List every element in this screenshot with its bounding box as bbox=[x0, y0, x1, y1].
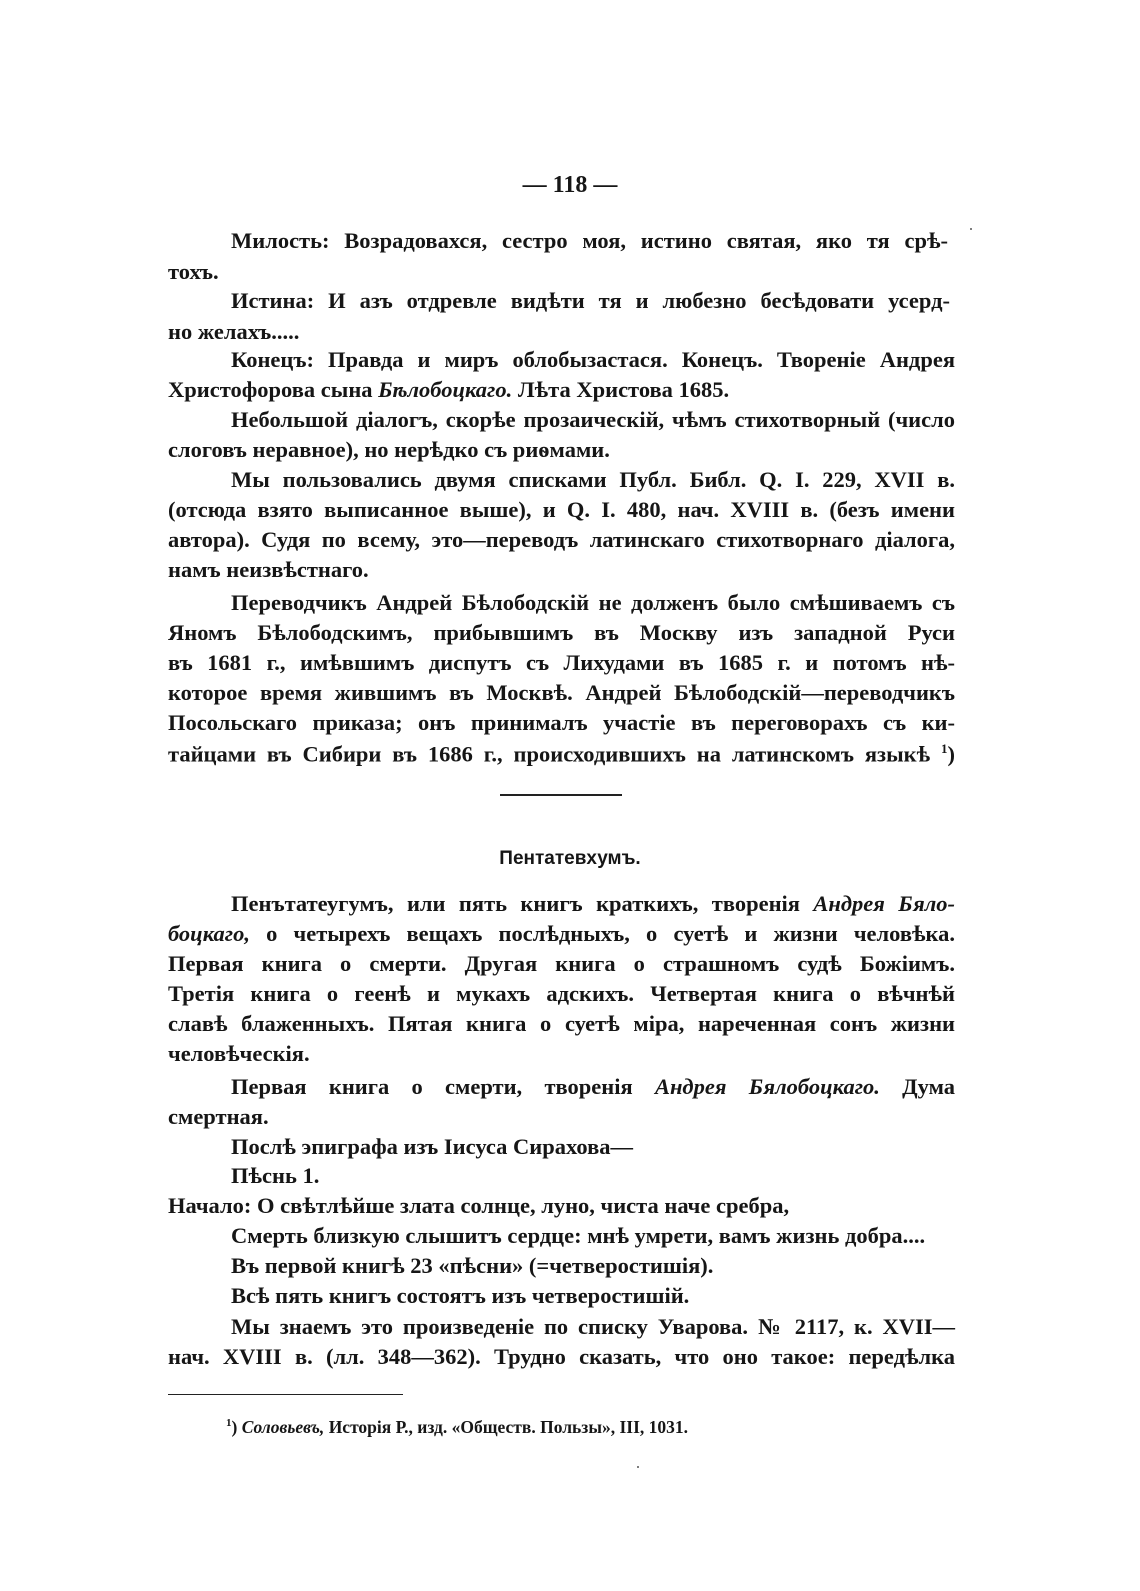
page-number: — 118 — bbox=[522, 172, 618, 198]
print-speck bbox=[637, 1466, 639, 1468]
print-speck bbox=[970, 228, 972, 230]
footnote: $^1$) Соловьевъ, Исторія Р., изд. «Обществ. Пользы», III, 1031. bbox=[226, 1417, 689, 1437]
section-divider bbox=[500, 794, 622, 796]
footnote-reference[interactable]: 1 bbox=[941, 741, 948, 756]
footnote-separator bbox=[168, 1394, 403, 1395]
section-heading: Пентатевхумъ. bbox=[499, 848, 641, 869]
